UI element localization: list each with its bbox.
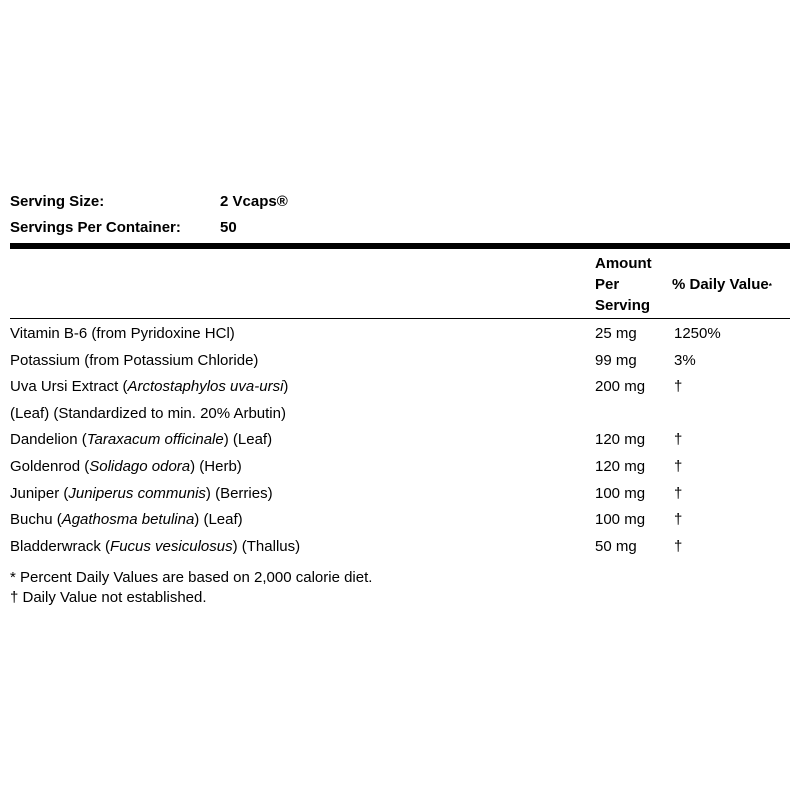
ingredient-daily-value: † <box>674 484 683 502</box>
ingredient-amount: 200 mg <box>595 378 646 396</box>
dagger-footnote: † Daily Value not established. <box>10 589 207 606</box>
servings-per-container-label: Servings Per Container: <box>10 219 181 236</box>
ingredient-amount: 120 mg <box>595 457 646 475</box>
ingredient-amount: 100 mg <box>595 511 646 529</box>
ingredient-daily-value: † <box>674 431 683 449</box>
ingredient-daily-value: † <box>674 537 683 555</box>
ingredient-name: Potassium (from Potassium Chloride) <box>10 351 259 369</box>
ingredient-name: Goldenrod (Solidago odora) (Herb) <box>10 457 242 475</box>
servings-per-container-value: 50 <box>220 219 237 236</box>
ingredient-name: Juniper (Juniperus communis) (Berries) <box>10 484 273 502</box>
table-row <box>10 323 790 350</box>
ingredient-daily-value: 3% <box>674 351 696 369</box>
thin-divider <box>10 318 790 319</box>
serving-size-label: Serving Size: <box>10 193 105 210</box>
amount-header-line-1: Amount <box>595 255 652 272</box>
table-row <box>10 403 790 430</box>
ingredient-amount: 120 mg <box>595 431 646 449</box>
daily-value-header <box>672 274 772 295</box>
table-row <box>10 536 790 563</box>
daily-value-asterisk: * <box>768 282 772 291</box>
table-row <box>10 483 790 510</box>
table-row <box>10 350 790 377</box>
table-row <box>10 429 790 456</box>
ingredient-name: Bladderwrack (Fucus vesiculosus) (Thallus) <box>10 537 301 555</box>
serving-size-value: 2 Vcaps® <box>220 193 288 210</box>
ingredient-name: (Leaf) (Standardized to min. 20% Arbutin) <box>10 404 286 422</box>
table-row <box>10 376 790 403</box>
ingredient-daily-value: † <box>674 457 683 475</box>
table-row <box>10 456 790 483</box>
ingredient-name: Dandelion (Taraxacum officinale) (Leaf) <box>10 431 273 449</box>
ingredient-name: Uva Ursi Extract (Arctostaphylos uva-ursi) <box>10 378 289 396</box>
amount-per-serving-header <box>595 253 675 316</box>
ingredient-daily-value: 1250% <box>674 325 721 342</box>
thick-divider <box>10 243 790 249</box>
ingredient-name: Buchu (Agathosma betulina) (Leaf) <box>10 511 243 529</box>
ingredient-daily-value: † <box>674 378 683 396</box>
amount-header-line-2: Per <box>595 276 620 293</box>
footnotes <box>10 568 372 608</box>
ingredient-amount: 50 mg <box>595 537 637 555</box>
daily-value-header-label: % Daily Value <box>672 276 769 293</box>
percent-daily-value-footnote: * Percent Daily Values are based on 2,000 calorie diet. <box>10 569 373 586</box>
nutrient-table <box>10 323 790 562</box>
amount-header-line-3: Serving <box>595 297 651 314</box>
ingredient-amount: 25 mg <box>595 325 637 342</box>
ingredient-amount: 99 mg <box>595 351 637 369</box>
table-row <box>10 509 790 536</box>
ingredient-amount: 100 mg <box>595 484 646 502</box>
ingredient-name: Vitamin B-6 (from Pyridoxine HCl) <box>10 325 235 342</box>
ingredient-daily-value: † <box>674 511 683 529</box>
